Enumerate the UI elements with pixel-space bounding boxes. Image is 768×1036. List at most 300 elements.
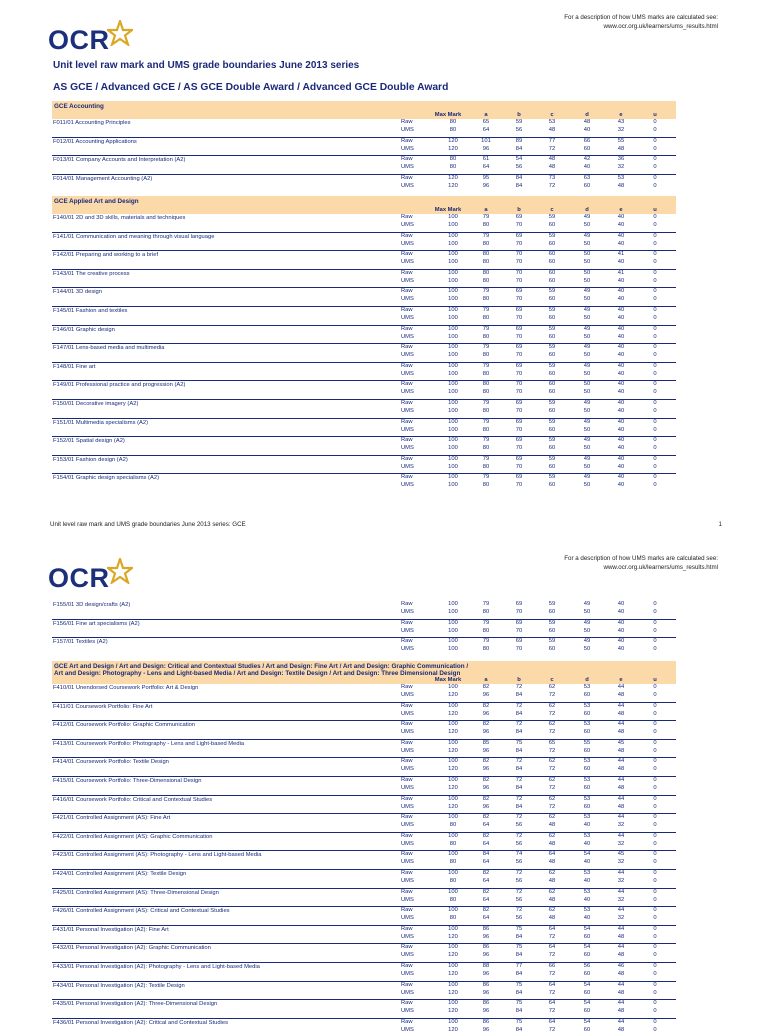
ums-c-value: 72 — [548, 933, 556, 940]
ums-a-value: 64 — [482, 859, 490, 866]
ums-note — [564, 13, 718, 31]
ums-d-value: 50 — [583, 463, 591, 470]
unit-name: F012/01 Accounting Applications — [53, 138, 137, 145]
raw-row — [52, 777, 676, 785]
ums-b-value: 70 — [515, 222, 523, 228]
ums-u-value: 0 — [653, 989, 657, 996]
ums-a-value: 96 — [482, 182, 490, 189]
ums-u-value: 0 — [653, 277, 657, 284]
ums-row — [52, 164, 676, 172]
ums-max-value: 100 — [448, 445, 458, 452]
raw-max-value: 80 — [449, 156, 457, 163]
unit-name: F435/01 Personal Investigation (A2): Three-Dimensional Design — [53, 1001, 218, 1008]
unit-name: F150/01 Decorative imagery (A2) — [53, 400, 139, 407]
ums-b-value: 84 — [515, 182, 523, 189]
column-header-c: c — [550, 207, 554, 213]
unit-row — [52, 455, 676, 474]
raw-row — [52, 703, 676, 711]
unit-name: F144/01 3D design — [53, 289, 102, 296]
ocr-logo — [48, 20, 133, 54]
ums-e-value: 40 — [617, 445, 625, 452]
ums-a-value: 80 — [482, 426, 490, 433]
raw-max-value: 100 — [448, 814, 458, 821]
unit-row — [52, 287, 676, 306]
raw-e-value: 40 — [617, 399, 625, 406]
ums-e-value: 48 — [617, 784, 625, 791]
ums-e-value: 40 — [617, 609, 625, 615]
raw-u-value: 0 — [653, 119, 657, 125]
raw-label: Raw — [401, 325, 413, 332]
ums-row — [52, 445, 676, 453]
ums-row — [52, 822, 676, 830]
unit-name: F148/01 Fine art — [53, 363, 96, 370]
column-header-c: c — [550, 112, 554, 118]
ums-c-value: 60 — [548, 646, 556, 653]
ums-b-value: 70 — [515, 482, 523, 489]
ums-u-value: 0 — [653, 822, 657, 829]
ums-e-value: 48 — [617, 729, 625, 736]
raw-a-value: 79 — [482, 306, 490, 313]
ums-a-value: 80 — [482, 240, 490, 247]
ums-c-value: 60 — [548, 445, 556, 452]
raw-c-value: 62 — [548, 795, 556, 802]
raw-e-value: 44 — [617, 702, 625, 709]
raw-u-value: 0 — [653, 795, 657, 802]
raw-e-value: 40 — [617, 418, 625, 425]
raw-c-value: 62 — [548, 721, 556, 728]
ums-row — [52, 646, 676, 654]
ums-u-value: 0 — [653, 240, 657, 247]
raw-b-value: 72 — [515, 758, 523, 765]
raw-row — [52, 344, 676, 352]
ums-c-value: 60 — [548, 277, 556, 284]
raw-u-value: 0 — [653, 776, 657, 783]
raw-e-value: 44 — [617, 795, 625, 802]
ums-u-value: 0 — [653, 859, 657, 866]
raw-max-value: 80 — [449, 119, 457, 125]
ums-max-value: 120 — [448, 933, 458, 940]
ums-a-value: 80 — [482, 463, 490, 470]
unit-name: F426/01 Controlled Assignment (AS): Critical and Contextual Studies — [53, 908, 230, 915]
raw-row — [52, 175, 676, 183]
raw-b-value: 69 — [515, 437, 523, 444]
raw-e-value: 44 — [617, 721, 625, 728]
ums-row — [52, 278, 676, 286]
unit-name: F013/01 Company Accounts and Interpretation (A2) — [53, 157, 186, 164]
raw-row — [52, 870, 676, 878]
raw-max-value: 100 — [448, 944, 458, 951]
ums-u-value: 0 — [653, 182, 657, 189]
raw-c-value: 59 — [548, 399, 556, 406]
ums-c-value: 72 — [548, 692, 556, 698]
raw-b-value: 69 — [515, 306, 523, 313]
unit-name: F423/01 Controlled Assignment (AS): Photography - Lens and Light-based Media — [53, 852, 262, 859]
raw-u-value: 0 — [653, 214, 657, 220]
raw-a-value: 82 — [482, 795, 490, 802]
raw-u-value: 0 — [653, 156, 657, 163]
raw-a-value: 79 — [482, 344, 490, 351]
ums-u-value: 0 — [653, 970, 657, 977]
raw-label: Raw — [401, 156, 413, 163]
raw-d-value: 54 — [583, 944, 591, 951]
ums-e-value: 48 — [617, 970, 625, 977]
column-header-d: d — [585, 112, 589, 118]
ums-e-value: 32 — [617, 859, 625, 866]
raw-e-value: 40 — [617, 344, 625, 351]
raw-row — [52, 288, 676, 296]
ums-a-value: 96 — [482, 803, 490, 810]
raw-e-value: 41 — [617, 251, 625, 258]
star-icon — [107, 20, 133, 46]
ums-max-value: 120 — [448, 747, 458, 754]
unit-row — [52, 720, 676, 739]
raw-u-value: 0 — [653, 702, 657, 709]
unit-row — [52, 269, 676, 288]
raw-e-value: 44 — [617, 888, 625, 895]
ums-e-value: 48 — [617, 989, 625, 996]
column-header-row — [52, 677, 676, 684]
raw-max-value: 100 — [448, 437, 458, 444]
ums-a-value: 96 — [482, 933, 490, 940]
ums-d-value: 50 — [583, 240, 591, 247]
unit-row — [52, 155, 676, 174]
ums-b-value: 84 — [515, 766, 523, 773]
ums-e-value: 48 — [617, 952, 625, 959]
ums-max-value: 100 — [448, 426, 458, 433]
ums-d-value: 60 — [583, 1026, 591, 1033]
raw-b-value: 75 — [515, 981, 523, 988]
ums-label: UMS — [401, 822, 414, 829]
ums-row — [52, 259, 676, 267]
ums-max-value: 120 — [448, 710, 458, 717]
raw-e-value: 40 — [617, 288, 625, 295]
ums-c-value: 60 — [548, 609, 556, 615]
raw-row — [52, 638, 676, 646]
raw-e-value: 44 — [617, 814, 625, 821]
unit-row — [52, 739, 676, 758]
raw-b-value: 69 — [515, 325, 523, 332]
raw-a-value: 88 — [482, 962, 490, 969]
raw-b-value: 89 — [515, 137, 523, 144]
ums-row — [52, 748, 676, 756]
unit-name: F153/01 Fashion design (A2) — [53, 456, 128, 463]
ums-label: UMS — [401, 222, 414, 228]
unit-name: F410/01 Unendorsed Coursework Portfolio: Art & Design — [53, 685, 199, 691]
raw-label: Raw — [401, 474, 413, 481]
ums-b-value: 84 — [515, 747, 523, 754]
ums-max-value: 100 — [448, 296, 458, 303]
raw-row — [52, 474, 676, 482]
ums-row — [52, 934, 676, 942]
ums-max-value: 100 — [448, 407, 458, 414]
unit-row — [52, 943, 676, 962]
raw-d-value: 53 — [583, 776, 591, 783]
raw-d-value: 54 — [583, 1000, 591, 1007]
raw-label: Raw — [401, 437, 413, 444]
raw-label: Raw — [401, 925, 413, 932]
raw-a-value: 84 — [482, 851, 490, 858]
ums-d-value: 50 — [583, 407, 591, 414]
raw-d-value: 53 — [583, 832, 591, 839]
raw-row — [52, 851, 676, 859]
ums-row — [52, 766, 676, 774]
ums-label: UMS — [401, 747, 414, 754]
raw-e-value: 44 — [617, 1000, 625, 1007]
ums-d-value: 50 — [583, 314, 591, 321]
raw-e-value: 45 — [617, 851, 625, 858]
ums-a-value: 80 — [482, 609, 490, 615]
raw-e-value: 44 — [617, 869, 625, 876]
raw-max-value: 100 — [448, 214, 458, 220]
ums-label: UMS — [401, 240, 414, 247]
raw-label: Raw — [401, 251, 413, 258]
ums-c-value: 60 — [548, 407, 556, 414]
raw-d-value: 49 — [583, 474, 591, 481]
raw-row — [52, 889, 676, 897]
unit-row — [52, 418, 676, 437]
ums-d-value: 40 — [583, 822, 591, 829]
ums-c-value: 48 — [548, 840, 556, 847]
raw-e-value: 40 — [617, 638, 625, 645]
section-art-and-design — [52, 661, 676, 1036]
raw-d-value: 49 — [583, 437, 591, 444]
column-header-max: Max Mark — [434, 207, 462, 213]
ums-d-value: 50 — [583, 389, 591, 396]
ums-d-value: 50 — [583, 646, 591, 653]
ums-label: UMS — [401, 627, 414, 634]
column-header-a: a — [484, 677, 488, 683]
ums-results-link[interactable]: www.ocr.org.uk/learners/ums_results.html — [603, 564, 718, 571]
ums-a-value: 80 — [482, 277, 490, 284]
ums-row — [52, 841, 676, 849]
ums-b-value: 84 — [515, 803, 523, 810]
raw-c-value: 62 — [548, 832, 556, 839]
raw-b-value: 72 — [515, 869, 523, 876]
raw-a-value: 82 — [482, 832, 490, 839]
raw-a-value: 80 — [482, 269, 490, 276]
page-2 — [0, 540, 768, 1033]
raw-max-value: 100 — [448, 962, 458, 969]
ums-max-value: 100 — [448, 259, 458, 266]
ums-b-value: 84 — [515, 1026, 523, 1033]
ums-a-value: 80 — [482, 352, 490, 359]
ums-results-link[interactable]: www.ocr.org.uk/learners/ums_results.html — [603, 23, 718, 30]
raw-e-value: 55 — [617, 137, 625, 144]
raw-a-value: 82 — [482, 758, 490, 765]
raw-e-value: 44 — [617, 907, 625, 914]
ums-label: UMS — [401, 277, 414, 284]
ums-d-value: 50 — [583, 482, 591, 489]
raw-d-value: 49 — [583, 619, 591, 626]
raw-d-value: 50 — [583, 269, 591, 276]
raw-max-value: 100 — [448, 344, 458, 351]
raw-row — [52, 982, 676, 990]
raw-e-value: 44 — [617, 758, 625, 765]
ums-c-value: 60 — [548, 389, 556, 396]
raw-u-value: 0 — [653, 888, 657, 895]
ocr-logo-text: OCR — [48, 563, 110, 593]
raw-b-value: 72 — [515, 776, 523, 783]
raw-c-value: 59 — [548, 601, 556, 607]
ums-u-value: 0 — [653, 609, 657, 615]
ums-row — [52, 804, 676, 812]
raw-u-value: 0 — [653, 851, 657, 858]
raw-max-value: 120 — [448, 137, 458, 144]
ums-d-value: 50 — [583, 370, 591, 377]
raw-e-value: 40 — [617, 601, 625, 607]
unit-row — [52, 795, 676, 814]
unit-row — [52, 702, 676, 721]
raw-a-value: 82 — [482, 814, 490, 821]
ums-label: UMS — [401, 445, 414, 452]
raw-row — [52, 119, 676, 127]
ums-note-line1: For a description of how UMS marks are calculated see: — [564, 555, 718, 562]
ums-e-value: 40 — [617, 646, 625, 653]
unit-row — [52, 906, 676, 925]
ums-row — [52, 628, 676, 636]
ums-b-value: 84 — [515, 989, 523, 996]
raw-e-value: 40 — [617, 362, 625, 369]
raw-u-value: 0 — [653, 474, 657, 481]
ums-a-value: 96 — [482, 692, 490, 698]
raw-label: Raw — [401, 288, 413, 295]
unit-name: F422/01 Controlled Assignment (AS): Graphic Communication — [53, 833, 213, 840]
raw-c-value: 62 — [548, 702, 556, 709]
ums-row — [52, 296, 676, 304]
ums-b-value: 70 — [515, 259, 523, 266]
raw-a-value: 80 — [482, 381, 490, 388]
ums-b-value: 70 — [515, 407, 523, 414]
ums-max-value: 100 — [448, 333, 458, 340]
unit-name: F146/01 Graphic design — [53, 326, 115, 333]
ums-label: UMS — [401, 389, 414, 396]
raw-c-value: 64 — [548, 981, 556, 988]
ums-b-value: 56 — [515, 877, 523, 884]
raw-max-value: 100 — [448, 399, 458, 406]
unit-name: F432/01 Personal Investigation (A2): Graphic Communication — [53, 945, 211, 952]
raw-max-value: 100 — [448, 925, 458, 932]
ums-label: UMS — [401, 127, 414, 133]
raw-c-value: 59 — [548, 232, 556, 239]
raw-label: Raw — [401, 269, 413, 276]
unit-name: F141/01 Communication and meaning through visual language — [53, 233, 215, 240]
raw-label: Raw — [401, 981, 413, 988]
raw-row — [52, 601, 676, 609]
unit-row — [52, 214, 676, 232]
ums-label: UMS — [401, 407, 414, 414]
raw-a-value: 79 — [482, 232, 490, 239]
raw-a-value: 79 — [482, 619, 490, 626]
raw-row — [52, 307, 676, 315]
page-subtitle: AS GCE / Advanced GCE / AS GCE Double Award / Advanced GCE Double Award — [53, 82, 449, 93]
raw-u-value: 0 — [653, 739, 657, 746]
raw-b-value: 72 — [515, 702, 523, 709]
ums-max-value: 100 — [448, 646, 458, 653]
raw-u-value: 0 — [653, 619, 657, 626]
raw-a-value: 86 — [482, 925, 490, 932]
unit-name: F413/01 Coursework Portfolio: Photography - Lens and Light-based Media — [53, 740, 245, 747]
raw-row — [52, 620, 676, 628]
ums-a-value: 80 — [482, 370, 490, 377]
raw-d-value: 50 — [583, 251, 591, 258]
ums-u-value: 0 — [653, 1026, 657, 1033]
ums-max-value: 80 — [449, 127, 457, 133]
ums-c-value: 60 — [548, 333, 556, 340]
ums-e-value: 48 — [617, 710, 625, 717]
raw-max-value: 100 — [448, 362, 458, 369]
ums-row — [52, 408, 676, 416]
ums-d-value: 60 — [583, 710, 591, 717]
raw-b-value: 84 — [515, 174, 523, 181]
raw-u-value: 0 — [653, 344, 657, 351]
ums-u-value: 0 — [653, 747, 657, 754]
raw-b-value: 69 — [515, 418, 523, 425]
raw-row — [52, 456, 676, 464]
unit-name: F143/01 The creative process — [53, 270, 130, 277]
ums-e-value: 40 — [617, 277, 625, 284]
ums-u-value: 0 — [653, 222, 657, 228]
raw-u-value: 0 — [653, 684, 657, 690]
ums-row — [52, 464, 676, 472]
ums-c-value: 60 — [548, 627, 556, 634]
ums-label: UMS — [401, 877, 414, 884]
raw-b-value: 72 — [515, 832, 523, 839]
ums-u-value: 0 — [653, 952, 657, 959]
raw-u-value: 0 — [653, 832, 657, 839]
ums-max-value: 120 — [448, 145, 458, 152]
raw-e-value: 40 — [617, 306, 625, 313]
unit-name: F014/01 Management Accounting (A2) — [53, 175, 153, 182]
raw-row — [52, 270, 676, 278]
raw-row — [52, 363, 676, 371]
ums-c-value: 48 — [548, 127, 556, 133]
ums-d-value: 50 — [583, 609, 591, 615]
raw-row — [52, 721, 676, 729]
raw-a-value: 86 — [482, 981, 490, 988]
ums-c-value: 72 — [548, 1026, 556, 1033]
raw-d-value: 49 — [583, 455, 591, 462]
ums-d-value: 50 — [583, 627, 591, 634]
ums-c-value: 48 — [548, 877, 556, 884]
raw-a-value: 79 — [482, 638, 490, 645]
raw-label: Raw — [401, 814, 413, 821]
unit-row — [52, 981, 676, 1000]
raw-a-value: 79 — [482, 418, 490, 425]
ums-e-value: 40 — [617, 333, 625, 340]
raw-d-value: 53 — [583, 684, 591, 690]
ums-d-value: 40 — [583, 896, 591, 903]
ums-b-value: 84 — [515, 970, 523, 977]
raw-label: Raw — [401, 619, 413, 626]
raw-max-value: 100 — [448, 601, 458, 607]
raw-a-value: 61 — [482, 156, 490, 163]
raw-c-value: 64 — [548, 1000, 556, 1007]
ums-u-value: 0 — [653, 314, 657, 321]
ums-a-value: 80 — [482, 445, 490, 452]
raw-u-value: 0 — [653, 269, 657, 276]
section-title — [52, 196, 676, 207]
ums-e-value: 48 — [617, 766, 625, 773]
raw-label: Raw — [401, 1018, 413, 1025]
section-applied-art-design — [52, 196, 676, 492]
ums-u-value: 0 — [653, 370, 657, 377]
column-header-u: u — [653, 677, 657, 683]
raw-e-value: 44 — [617, 925, 625, 932]
ums-max-value: 80 — [449, 915, 457, 922]
ums-c-value: 72 — [548, 145, 556, 152]
raw-d-value: 54 — [583, 925, 591, 932]
raw-d-value: 54 — [583, 981, 591, 988]
